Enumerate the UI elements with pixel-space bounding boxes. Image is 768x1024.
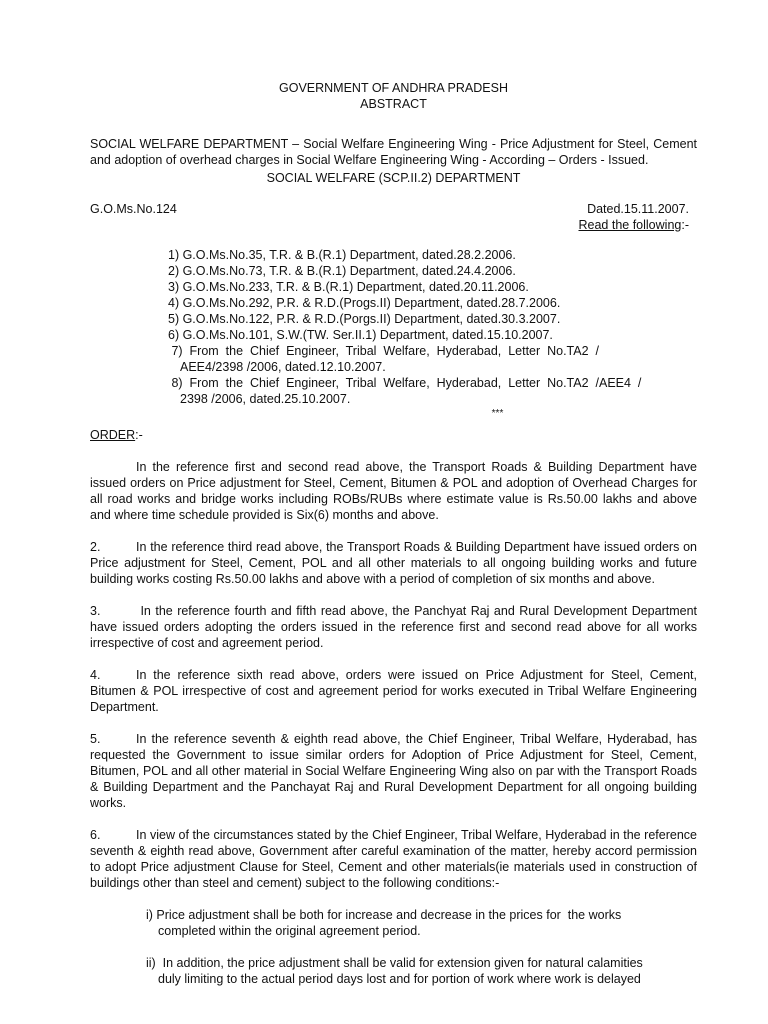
- references-list: [168, 247, 687, 419]
- reference-item: 5) G.O.Ms.No.122, P.R. & R.D.(Porgs.II) Department, dated.30.3.2007.: [168, 312, 561, 326]
- read-following: [90, 217, 697, 233]
- paragraph-number: 3.: [90, 604, 101, 618]
- paragraph-number: 6.: [90, 828, 101, 842]
- paragraph-2: [90, 539, 697, 587]
- paragraph-number: 4.: [90, 668, 101, 682]
- paragraph-5: [90, 731, 697, 811]
- order-label: ORDER: [90, 428, 136, 442]
- reference-8-line2: 2398 /2006, dated.25.10.2007.: [180, 392, 351, 406]
- go-number: G.O.Ms.No.124: [90, 202, 177, 216]
- paragraph-4: [90, 667, 697, 715]
- paragraph-text: In the reference seventh & eighth read above, the Chief Engineer, Tribal Welfare, Hyderabad, has requested the Government to issue similar orders for Adoption of Price Adjustment for Steel, Cement, Bitumen, POL and all other material in Social Welfare Engineering Wing also on par with the Transport Roads & Building Department and the Panchayat Raj and Rural Development Department for all ongoing building works.: [90, 732, 697, 810]
- government-heading: GOVERNMENT OF ANDHRA PRADESH: [279, 81, 508, 95]
- reference-8-line1: 8) From the Chief Engineer, Tribal Welfare, Hyderabad, Letter No.TA2 /AEE4 /: [168, 376, 642, 390]
- reference-item: 4) G.O.Ms.No.292, P.R. & R.D.(Progs.II) Department, dated.28.7.2006.: [168, 296, 561, 310]
- go-number-row: [90, 201, 697, 217]
- go-date: Dated.15.11.2007.: [587, 202, 689, 216]
- condition-text-continued: completed within the original agreement period.: [158, 924, 421, 938]
- reference-item: 6) G.O.Ms.No.101, S.W.(TW. Ser.II.1) Department, dated.15.10.2007.: [168, 328, 553, 342]
- paragraph-1: In the reference first and second read above, the Transport Roads & Building Department have issued orders on Price adjustment for Steel, Cement, Bitumen & POL and adoption of Overhead Charges for all road works and bridge works including ROBs/RUBs where estimate value is Rs.50.00 lakhs and above and where time schedule provided is Six(6) months and above.: [90, 460, 697, 522]
- order-heading: [90, 427, 697, 443]
- paragraph-text: In view of the circumstances stated by the Chief Engineer, Tribal Welfare, Hyderabad in the reference seventh & eighth read above, Government after careful examination of the matter, hereby accord permission to adopt Price adjustment Clause for Steel, Cement and other materials(ie materials used in construction of buildings other than steel and cement) subject to the following conditions:-: [90, 828, 697, 890]
- read-following-suffix: :-: [681, 218, 689, 232]
- condition-number: i): [146, 908, 153, 922]
- paragraph-number: 5.: [90, 732, 101, 746]
- reference-item: 1) G.O.Ms.No.35, T.R. & B.(R.1) Department, dated.28.2.2006.: [168, 248, 516, 262]
- paragraph-number: 2.: [90, 540, 101, 554]
- paragraph-6: [90, 827, 697, 891]
- condition-number: ii): [146, 956, 156, 970]
- reference-item: [168, 375, 687, 407]
- paragraph-text: In the reference fourth and fifth read above, the Panchyat Raj and Rural Development Department have issued orders adopting the orders issued in the reference first and second read above for all works irrespective of cost and agreement period.: [90, 604, 701, 650]
- reference-7-line1: 7) From the Chief Engineer, Tribal Welfare, Hyderabad, Letter No.TA2 /: [168, 344, 599, 358]
- paragraph-text: In the reference third read above, the Transport Roads & Building Department have issued orders on Price adjustment for Steel, Cement, POL and all other materials to all ongoing building works and future building works costing Rs.50.00 lakhs and above with a period of completion of six months and above.: [90, 540, 697, 586]
- order-suffix: :-: [135, 428, 143, 442]
- reference-item: [168, 343, 687, 375]
- condition-text-continued: duly limiting to the actual period days lost and for portion of work where work is delayed: [158, 972, 641, 986]
- reference-item: 2) G.O.Ms.No.73, T.R. & B.(R.1) Department, dated.24.4.2006.: [168, 264, 516, 278]
- condition-item: [146, 907, 697, 939]
- go-document: [90, 80, 701, 987]
- separator-stars: ***: [491, 408, 504, 419]
- reference-7-line2: AEE4/2398 /2006, dated.12.10.2007.: [180, 360, 386, 374]
- department-line: SOCIAL WELFARE (SCP.II.2) DEPARTMENT: [266, 171, 521, 185]
- condition-text: Price adjustment shall be both for increase and decrease in the prices for the works: [152, 908, 622, 922]
- subject-text: SOCIAL WELFARE DEPARTMENT – Social Welfare Engineering Wing - Price Adjustment for Steel, Cement and adoption of overhead charges in Social Welfare Engineering Wing - According – Orders - Issued.: [90, 137, 697, 167]
- abstract-heading: ABSTRACT: [360, 97, 427, 111]
- paragraph-3: [90, 603, 701, 651]
- reference-item: 3) G.O.Ms.No.233, T.R. & B.(R.1) Department, dated.20.11.2006.: [168, 280, 529, 294]
- read-following-label: Read the following: [578, 218, 682, 232]
- condition-text: In addition, the price adjustment shall be valid for extension given for natural calamities: [155, 956, 643, 970]
- paragraph-text: In the reference sixth read above, orders were issued on Price Adjustment for Steel, Cement, Bitumen & POL irrespective of cost and agreement period for works executed in Tribal Welfare Engineering Department.: [90, 668, 697, 714]
- condition-item: [146, 955, 697, 987]
